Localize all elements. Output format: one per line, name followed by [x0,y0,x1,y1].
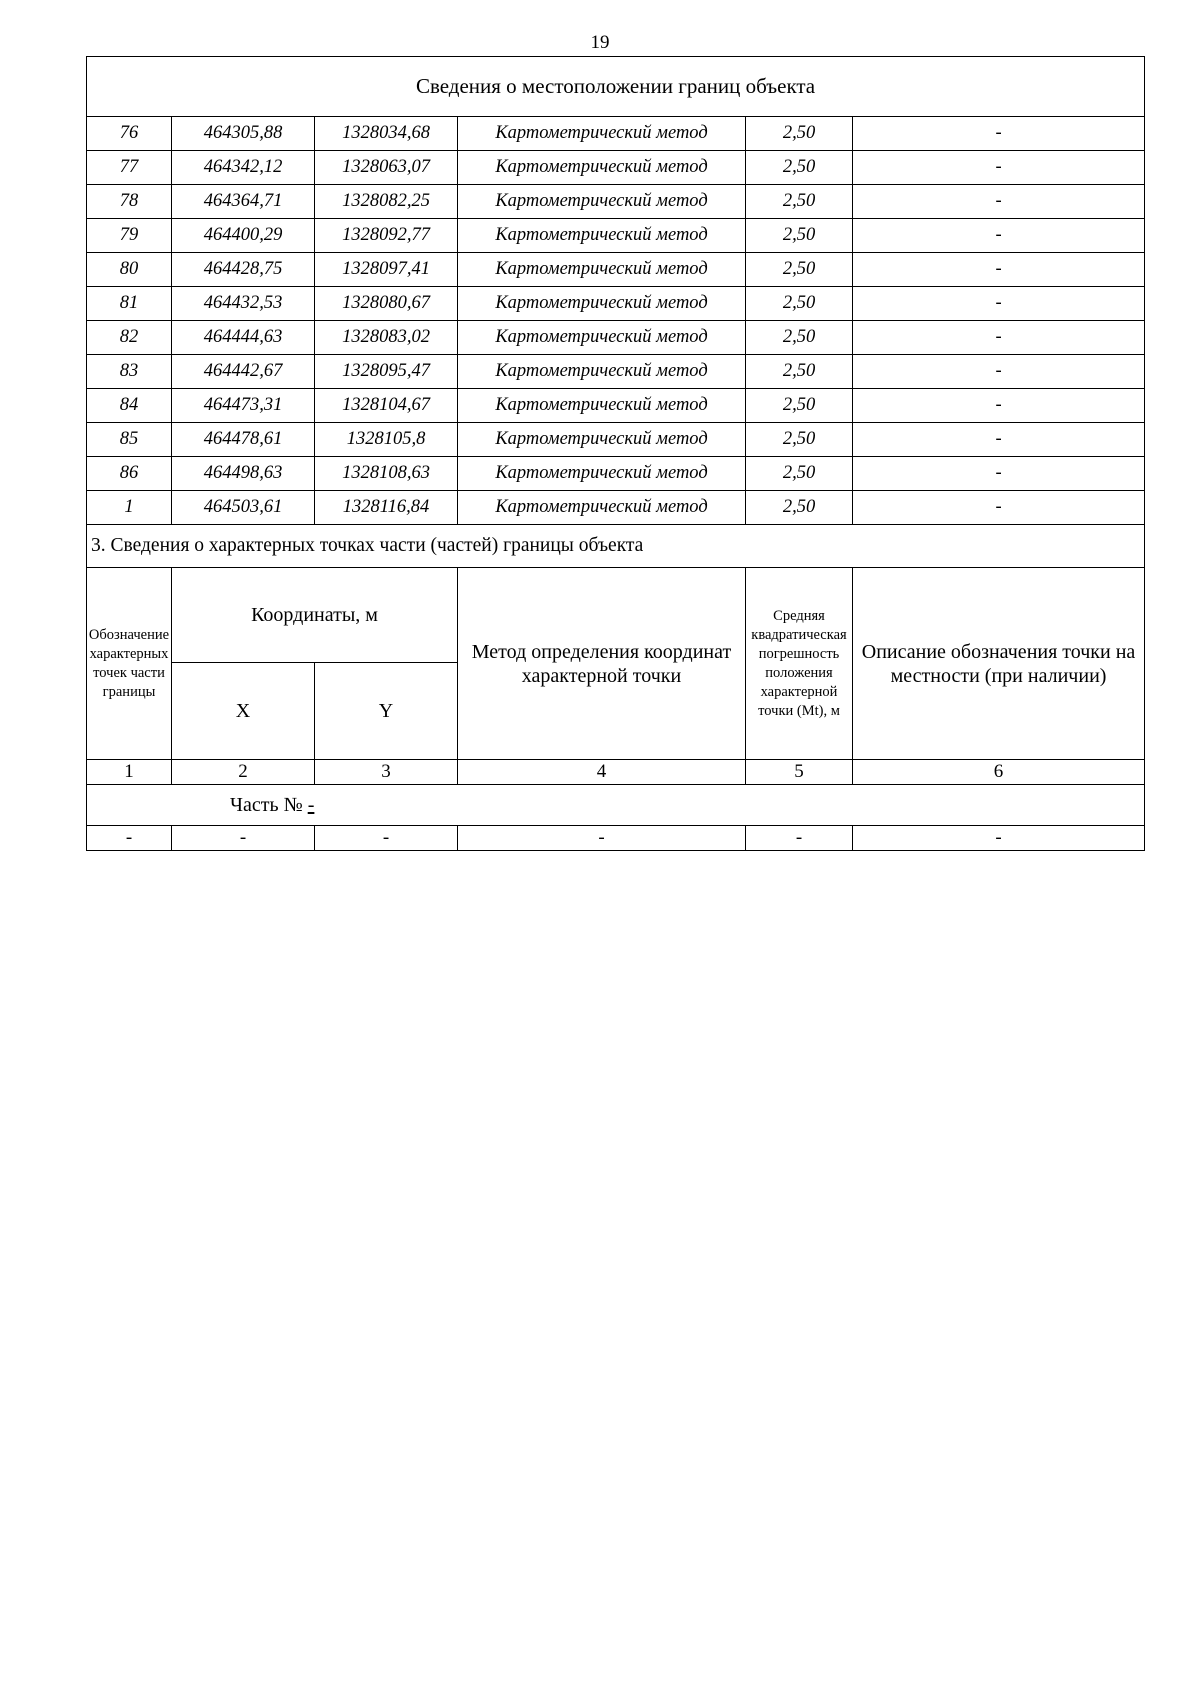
header-mt: Средняя квадратическая погрешность положения характерной точки (Mt), м [746,568,853,760]
empty-part-row [87,826,1145,851]
point-number-cell: 81 [87,287,172,321]
point-number-cell: 79 [87,219,172,253]
table-row [87,321,1145,355]
empty-cell: - [172,826,315,851]
part-row [87,785,1145,826]
method-cell: Картометрический метод [458,423,746,457]
table-row [87,185,1145,219]
accuracy-cell: 2,50 [746,321,853,355]
description-cell: - [853,457,1145,491]
accuracy-cell: 2,50 [746,389,853,423]
table-row [87,423,1145,457]
accuracy-cell: 2,50 [746,491,853,525]
point-number-cell: 77 [87,151,172,185]
section-3-title: 3. Сведения о характерных точках части (частей) границы объекта [87,525,1145,568]
point-number-cell: 78 [87,185,172,219]
x-coordinate-cell: 464342,12 [172,151,315,185]
column-number: 3 [315,760,458,785]
description-cell: - [853,117,1145,151]
boundary-table-body [87,57,1145,851]
point-number-cell: 76 [87,117,172,151]
method-cell: Картометрический метод [458,185,746,219]
description-cell: - [853,389,1145,423]
boundary-table [86,56,1145,851]
accuracy-cell: 2,50 [746,355,853,389]
y-coordinate-cell: 1328080,67 [315,287,458,321]
description-cell: - [853,355,1145,389]
accuracy-cell: 2,50 [746,457,853,491]
table-row [87,355,1145,389]
x-coordinate-cell: 464432,53 [172,287,315,321]
x-coordinate-cell: 464428,75 [172,253,315,287]
table-row [87,287,1145,321]
y-coordinate-cell: 1328104,67 [315,389,458,423]
method-cell: Картометрический метод [458,117,746,151]
table-row [87,151,1145,185]
header-description: Описание обозначения точки на местности (при наличии) [853,568,1145,760]
description-cell: - [853,253,1145,287]
description-cell: - [853,491,1145,525]
table-row [87,389,1145,423]
point-number-cell: 84 [87,389,172,423]
y-coordinate-cell: 1328116,84 [315,491,458,525]
method-cell: Картометрический метод [458,151,746,185]
x-coordinate-cell: 464442,67 [172,355,315,389]
table-row [87,457,1145,491]
description-cell: - [853,287,1145,321]
y-coordinate-cell: 1328108,63 [315,457,458,491]
x-coordinate-cell: 464503,61 [172,491,315,525]
column-number: 2 [172,760,315,785]
point-number-cell: 1 [87,491,172,525]
header-method: Метод определения координат характерной точки [458,568,746,760]
y-coordinate-cell: 1328063,07 [315,151,458,185]
method-cell: Картометрический метод [458,253,746,287]
page-number: 19 [590,32,610,53]
x-coordinate-cell: 464478,61 [172,423,315,457]
header-x: X [172,663,315,760]
x-coordinate-cell: 464498,63 [172,457,315,491]
description-cell: - [853,219,1145,253]
point-number-cell: 85 [87,423,172,457]
accuracy-cell: 2,50 [746,151,853,185]
description-cell: - [853,151,1145,185]
description-cell: - [853,321,1145,355]
column-number: 1 [87,760,172,785]
table-row [87,253,1145,287]
x-coordinate-cell: 464364,71 [172,185,315,219]
part-value: - [307,793,315,816]
method-cell: Картометрический метод [458,457,746,491]
header-designation: Обозначение характерных точек части границы [87,568,172,760]
table-row [87,491,1145,525]
y-coordinate-cell: 1328034,68 [315,117,458,151]
point-number-cell: 80 [87,253,172,287]
accuracy-cell: 2,50 [746,185,853,219]
point-number-cell: 83 [87,355,172,389]
description-cell: - [853,423,1145,457]
y-coordinate-cell: 1328097,41 [315,253,458,287]
x-coordinate-cell: 464400,29 [172,219,315,253]
y-coordinate-cell: 1328095,47 [315,355,458,389]
header-y: Y [315,663,458,760]
method-cell: Картометрический метод [458,491,746,525]
x-coordinate-cell: 464473,31 [172,389,315,423]
description-cell: - [853,185,1145,219]
column-number: 4 [458,760,746,785]
empty-cell: - [315,826,458,851]
empty-cell: - [853,826,1145,851]
method-cell: Картометрический метод [458,321,746,355]
column-number: 6 [853,760,1145,785]
method-cell: Картометрический метод [458,287,746,321]
table-row [87,219,1145,253]
y-coordinate-cell: 1328092,77 [315,219,458,253]
x-coordinate-cell: 464444,63 [172,321,315,355]
point-number-cell: 86 [87,457,172,491]
empty-cell: - [458,826,746,851]
y-coordinate-cell: 1328105,8 [315,423,458,457]
point-number-cell: 82 [87,321,172,355]
column-number: 5 [746,760,853,785]
y-coordinate-cell: 1328082,25 [315,185,458,219]
empty-cell: - [746,826,853,851]
accuracy-cell: 2,50 [746,287,853,321]
x-coordinate-cell: 464305,88 [172,117,315,151]
method-cell: Картометрический метод [458,355,746,389]
accuracy-cell: 2,50 [746,423,853,457]
method-cell: Картометрический метод [458,389,746,423]
method-cell: Картометрический метод [458,219,746,253]
accuracy-cell: 2,50 [746,253,853,287]
table-row [87,117,1145,151]
y-coordinate-cell: 1328083,02 [315,321,458,355]
header-coordinates: Координаты, м [172,568,458,663]
column-numbers-row [87,760,1145,785]
empty-cell: - [87,826,172,851]
part-label: Часть № [230,793,303,816]
accuracy-cell: 2,50 [746,117,853,151]
table-title: Сведения о местоположении границ объекта [87,57,1145,117]
accuracy-cell: 2,50 [746,219,853,253]
